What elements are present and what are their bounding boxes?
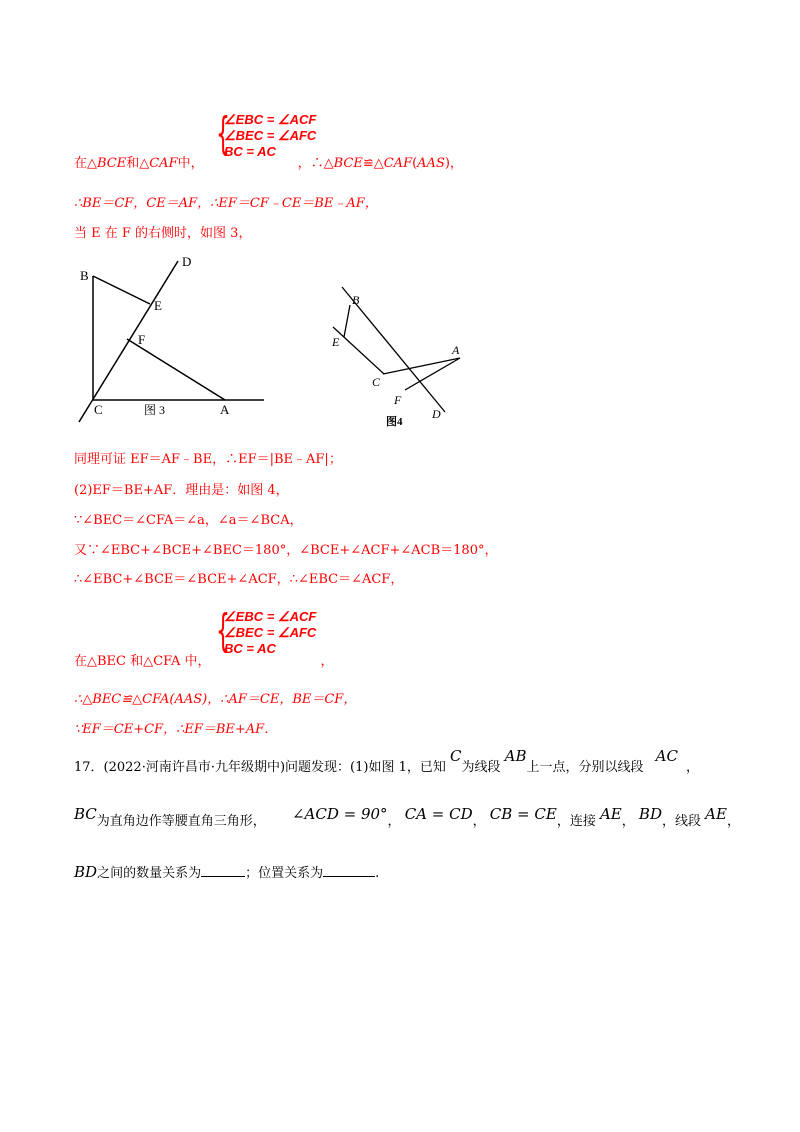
text: ，	[387, 814, 401, 829]
text-line-8: ∴∠EBC+∠BCE＝∠BCE+∠ACF，∴∠EBC＝∠ACF，	[74, 572, 404, 587]
text: 和△	[126, 156, 150, 171]
figure-4	[330, 282, 475, 432]
text: 为直角边作等腰直角三角形，	[96, 814, 266, 829]
text: ，∴△	[297, 156, 334, 171]
question-17-line-3	[74, 860, 379, 886]
equation: ∠EBC = ∠ACF	[224, 609, 317, 624]
point-label-c: C	[372, 375, 381, 389]
answer-blank-2[interactable]	[323, 864, 375, 877]
text: ，	[621, 814, 635, 829]
text-line-9	[74, 650, 334, 669]
math: ∠ACD = 90°	[291, 805, 388, 823]
text: .	[375, 866, 380, 881]
figure-3	[74, 252, 274, 424]
text-line-6: ∵∠BEC＝∠CFA＝∠a，∠a＝∠BCA，	[74, 513, 303, 528]
text-line-5: (2)EF＝BE+AF．理由是：如图 4，	[74, 483, 289, 498]
text: 在△	[74, 156, 97, 171]
equation: ∠BEC = ∠AFC	[224, 625, 317, 640]
text: 为线段	[461, 760, 501, 775]
text: (	[412, 156, 418, 171]
answer-blank-1[interactable]	[201, 864, 245, 877]
point-label-f: F	[138, 332, 146, 347]
point-label-d: D	[432, 407, 441, 421]
text-line-11: ∵EF＝CE+CF，∴EF＝BE+AF．	[74, 722, 278, 737]
math: AC	[655, 747, 678, 765]
equation: BC = AC	[224, 641, 276, 656]
text: CAF	[383, 156, 413, 171]
text: ，	[320, 654, 334, 669]
point-label-b: B	[352, 293, 360, 307]
text-line-4: 同理可证 EF＝AF﹣BE，∴EF＝|BE﹣AF|；	[74, 452, 342, 467]
figure-caption: 图4	[386, 416, 403, 428]
text: ，连接	[556, 814, 596, 829]
text: AAS	[417, 156, 445, 171]
text: CAF	[149, 156, 178, 171]
point-label-e: E	[154, 298, 162, 313]
equation: ∠BEC = ∠AFC	[224, 128, 317, 143]
text: ≌△	[362, 156, 384, 171]
question-17-line-2	[74, 806, 740, 836]
math: C	[450, 747, 462, 765]
text: ，	[472, 814, 486, 829]
text: 在△BEC 和△CFA 中，	[74, 654, 211, 669]
text: BCE	[97, 156, 127, 171]
brace-icon: {	[216, 605, 230, 656]
math: BD	[74, 863, 98, 881]
text-line-3: 当 E 在 F 的右侧时，如图 3，	[74, 226, 252, 241]
point-label-c: C	[94, 402, 103, 417]
math: AE	[599, 805, 622, 823]
question-17-line-1	[74, 747, 699, 782]
text: 之间的数量关系为	[97, 866, 202, 881]
text-line-2: ∴BE＝CF，CE＝AF，∴EF＝CF﹣CE＝BE﹣AF，	[74, 196, 378, 211]
text: ，线段	[661, 814, 701, 829]
equation: ∠EBC = ∠ACF	[224, 112, 317, 127]
text-line-7: 又∵∠EBC+∠BCE+∠BEC＝180°，∠BCE+∠ACF+∠ACB＝180°，	[74, 543, 498, 558]
text: ，	[685, 760, 699, 775]
figure-caption: 图 3	[144, 403, 166, 417]
text: 上一点，分别以线段	[526, 760, 644, 775]
point-label-e: E	[332, 335, 340, 349]
point-label-d: D	[182, 254, 192, 269]
math: BD	[638, 805, 662, 823]
equation: BC = AC	[224, 144, 276, 159]
point-label-b: B	[80, 268, 89, 283]
text-line-1	[74, 152, 463, 171]
point-label-a: A	[452, 343, 460, 357]
text: ；位置关系为	[245, 866, 324, 881]
math: BC	[74, 805, 97, 823]
text-line-10: ∴△BEC≌△CFA(AAS)，∴AF＝CE，BE＝CF，	[74, 692, 357, 707]
math: AE	[705, 805, 727, 823]
math: CA = CD	[404, 805, 473, 823]
math: AB	[504, 747, 527, 765]
brace-icon: {	[216, 108, 230, 159]
point-label-a: A	[220, 402, 230, 417]
text: )，	[444, 156, 463, 171]
text: ，	[726, 814, 740, 829]
math: CB = CE	[489, 805, 557, 823]
text: 中，	[177, 156, 204, 171]
point-label-f: F	[394, 393, 402, 407]
text: 17．(2022·河南许昌市·九年级期中)问题发现：(1)如图 1，已知	[74, 760, 446, 775]
text: BCE	[333, 156, 363, 171]
